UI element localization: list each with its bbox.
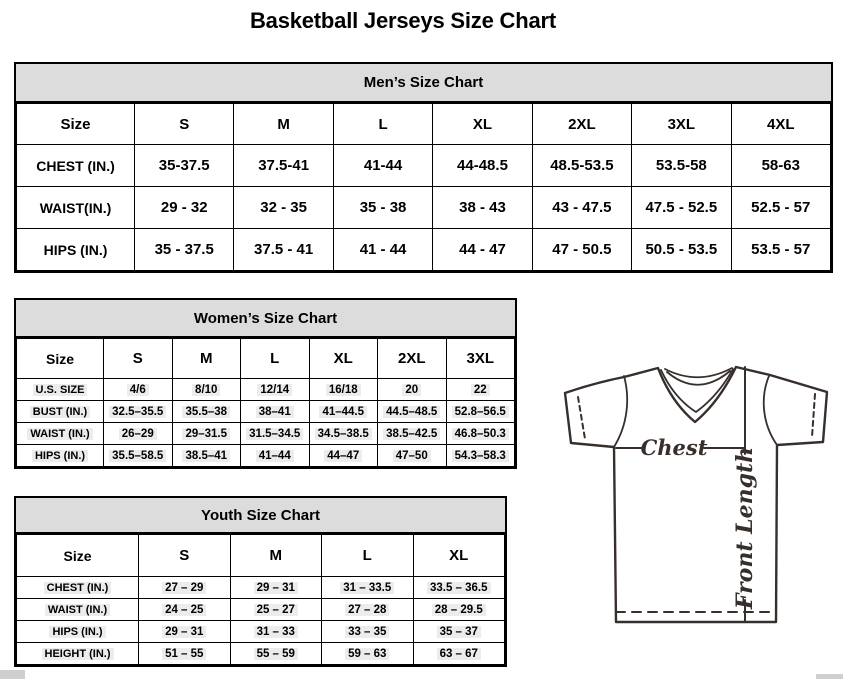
- mens-column-header: S: [135, 104, 234, 145]
- mens-row-label: HIPS (IN.): [17, 229, 135, 271]
- mens-cell: 53.5-58: [632, 145, 731, 187]
- womens-size-table: [14, 298, 517, 469]
- womens-column-header: M: [172, 339, 241, 379]
- youth-cell: 33.5 – 36.5: [413, 577, 505, 599]
- jersey-measurement-diagram: [558, 360, 838, 678]
- mens-cell: 47.5 - 52.5: [632, 187, 731, 229]
- youth-cell: 35 – 37: [413, 621, 505, 643]
- youth-data-row: [17, 599, 505, 621]
- womens-cell: 44–47: [309, 445, 378, 467]
- womens-column-header: 3XL: [446, 339, 515, 379]
- page-title: Basketball Jerseys Size Chart: [249, 8, 557, 33]
- mens-cell: 53.5 - 57: [731, 229, 830, 271]
- youth-data-row: [17, 643, 505, 665]
- chest-label: Chest: [640, 435, 708, 460]
- mens-column-header: M: [234, 104, 333, 145]
- womens-cell: 38.5–41: [172, 445, 241, 467]
- mens-data-row: [17, 145, 831, 187]
- womens-cell: 20: [378, 379, 447, 401]
- womens-cell: 34.5–38.5: [309, 423, 378, 445]
- youth-cell: 63 – 67: [413, 643, 505, 665]
- youth-cell: 33 – 35: [322, 621, 414, 643]
- womens-cell: 29–31.5: [172, 423, 241, 445]
- youth-table-grid: [16, 534, 505, 665]
- youth-column-header: M: [230, 535, 322, 577]
- womens-column-header: S: [104, 339, 173, 379]
- youth-row-label: HEIGHT (IN.): [17, 643, 139, 665]
- youth-cell: 28 – 29.5: [413, 599, 505, 621]
- youth-data-row: [17, 577, 505, 599]
- mens-header-row: [17, 104, 831, 145]
- mens-table-grid: [16, 103, 831, 271]
- youth-cell: 29 – 31: [230, 577, 322, 599]
- mens-cell: 52.5 - 57: [731, 187, 830, 229]
- mens-cell: 35 - 37.5: [135, 229, 234, 271]
- mens-cell: 44 - 47: [433, 229, 532, 271]
- youth-cell: 51 – 55: [139, 643, 231, 665]
- youth-cell: 24 – 25: [139, 599, 231, 621]
- mens-cell: 43 - 47.5: [532, 187, 631, 229]
- youth-cell: 29 – 31: [139, 621, 231, 643]
- youth-column-header: L: [322, 535, 414, 577]
- womens-cell: 16/18: [309, 379, 378, 401]
- mens-cell: 29 - 32: [135, 187, 234, 229]
- womens-cell: 47–50: [378, 445, 447, 467]
- horizontal-scrollbar-fragment-right[interactable]: [816, 674, 843, 679]
- womens-table-title: Women’s Size Chart: [16, 300, 515, 338]
- youth-header-row: [17, 535, 505, 577]
- collar-back-arc-1: [665, 368, 732, 377]
- womens-cell: 38–41: [241, 401, 310, 423]
- womens-cell: 52.8–56.5: [446, 401, 515, 423]
- womens-row-label: HIPS (IN.): [17, 445, 104, 467]
- youth-cell: 27 – 29: [139, 577, 231, 599]
- mens-data-row: [17, 229, 831, 271]
- womens-data-row: [17, 445, 515, 467]
- youth-cell: 27 – 28: [322, 599, 414, 621]
- womens-table-grid: [16, 338, 515, 467]
- mens-cell: 50.5 - 53.5: [632, 229, 731, 271]
- womens-column-header: 2XL: [378, 339, 447, 379]
- mens-cell: 32 - 35: [234, 187, 333, 229]
- womens-data-row: [17, 423, 515, 445]
- youth-cell: 31 – 33.5: [322, 577, 414, 599]
- womens-row-label: U.S. SIZE: [17, 379, 104, 401]
- mens-column-header: Size: [17, 104, 135, 145]
- youth-row-label: CHEST (IN.): [17, 577, 139, 599]
- front-length-label: Front Length: [732, 446, 758, 610]
- mens-column-header: 3XL: [632, 104, 731, 145]
- womens-cell: 31.5–34.5: [241, 423, 310, 445]
- mens-cell: 41 - 44: [333, 229, 432, 271]
- womens-data-row: [17, 401, 515, 423]
- youth-data-row: [17, 621, 505, 643]
- mens-column-header: L: [333, 104, 432, 145]
- womens-cell: 41–44: [241, 445, 310, 467]
- womens-cell: 4/6: [104, 379, 173, 401]
- mens-cell: 37.5-41: [234, 145, 333, 187]
- mens-cell: 58-63: [731, 145, 830, 187]
- mens-cell: 48.5-53.5: [532, 145, 631, 187]
- womens-header-row: [17, 339, 515, 379]
- jersey-outline: [565, 367, 827, 622]
- horizontal-scrollbar-fragment-left[interactable]: [0, 670, 25, 679]
- youth-table-title: Youth Size Chart: [16, 498, 505, 534]
- womens-cell: 44.5–48.5: [378, 401, 447, 423]
- womens-column-header: L: [241, 339, 310, 379]
- youth-column-header: S: [139, 535, 231, 577]
- mens-column-header: 4XL: [731, 104, 830, 145]
- mens-cell: 35 - 38: [333, 187, 432, 229]
- mens-column-header: 2XL: [532, 104, 631, 145]
- mens-column-header: XL: [433, 104, 532, 145]
- mens-cell: 41-44: [333, 145, 432, 187]
- mens-table-title: Men’s Size Chart: [16, 64, 831, 103]
- womens-cell: 41–44.5: [309, 401, 378, 423]
- womens-cell: 22: [446, 379, 515, 401]
- womens-column-header: XL: [309, 339, 378, 379]
- mens-data-row: [17, 187, 831, 229]
- womens-cell: 26–29: [104, 423, 173, 445]
- youth-size-table: [14, 496, 507, 667]
- mens-cell: 38 - 43: [433, 187, 532, 229]
- mens-cell: 47 - 50.5: [532, 229, 631, 271]
- mens-cell: 37.5 - 41: [234, 229, 333, 271]
- mens-cell: 35-37.5: [135, 145, 234, 187]
- mens-row-label: WAIST(IN.): [17, 187, 135, 229]
- youth-cell: 31 – 33: [230, 621, 322, 643]
- womens-column-header: Size: [17, 339, 104, 379]
- mens-row-label: CHEST (IN.): [17, 145, 135, 187]
- womens-cell: 54.3–58.3: [446, 445, 515, 467]
- youth-column-header: XL: [413, 535, 505, 577]
- womens-cell: 38.5–42.5: [378, 423, 447, 445]
- womens-row-label: WAIST (IN.): [17, 423, 104, 445]
- womens-row-label: BUST (IN.): [17, 401, 104, 423]
- youth-row-label: WAIST (IN.): [17, 599, 139, 621]
- womens-cell: 32.5–35.5: [104, 401, 173, 423]
- womens-data-row: [17, 379, 515, 401]
- womens-cell: 46.8–50.3: [446, 423, 515, 445]
- mens-cell: 44-48.5: [433, 145, 532, 187]
- youth-cell: 59 – 63: [322, 643, 414, 665]
- youth-column-header: Size: [17, 535, 139, 577]
- youth-cell: 55 – 59: [230, 643, 322, 665]
- mens-size-table: [14, 62, 833, 273]
- womens-cell: 8/10: [172, 379, 241, 401]
- youth-cell: 25 – 27: [230, 599, 322, 621]
- youth-row-label: HIPS (IN.): [17, 621, 139, 643]
- womens-cell: 35.5–58.5: [104, 445, 173, 467]
- womens-cell: 35.5–38: [172, 401, 241, 423]
- womens-cell: 12/14: [241, 379, 310, 401]
